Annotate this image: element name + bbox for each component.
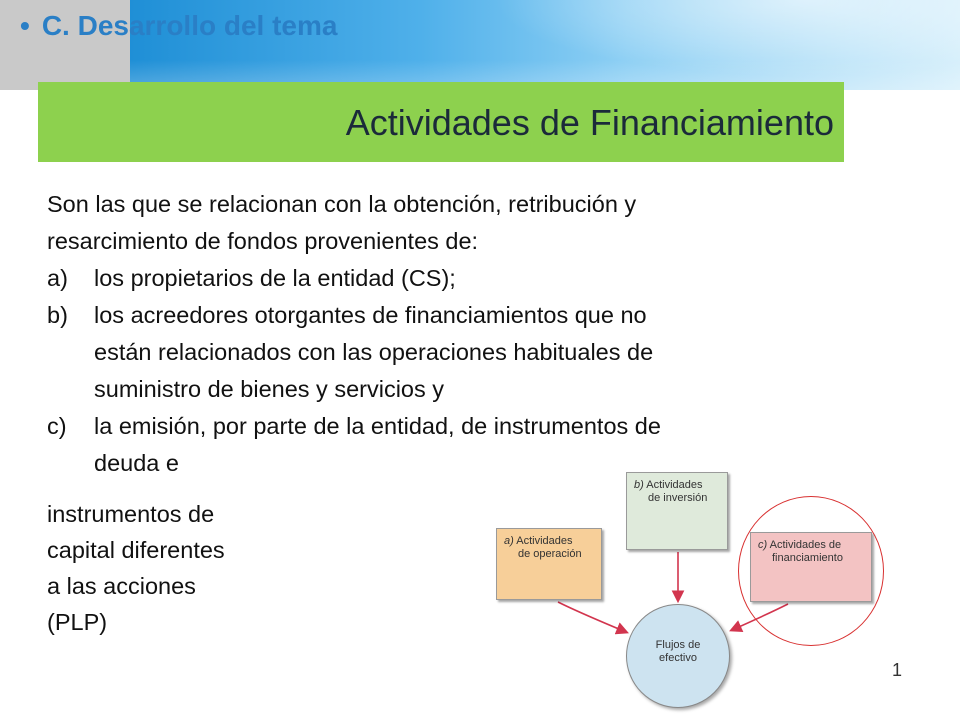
inversion-letter: b) xyxy=(634,479,644,491)
box-actividades-operacion xyxy=(496,528,602,600)
operacion-letter: a) xyxy=(504,535,514,547)
list-marker-a: a) xyxy=(47,265,68,291)
continuation-line-4: (PLP) xyxy=(47,609,108,635)
flujos-line-2: efectivo xyxy=(659,652,697,664)
list-marker-b: b) xyxy=(47,302,68,328)
list-item-b-line-1: los acreedores otorgantes de financiamientos que no xyxy=(94,302,647,328)
page-number: 1 xyxy=(891,660,902,680)
list-item-b-line-3: suministro de bienes y servicios y xyxy=(94,376,445,402)
list-item-c-line-2: deuda e xyxy=(94,450,179,476)
operacion-line-2: de operación xyxy=(518,548,582,560)
intro-line-1: Son las que se relacionan con la obtención, retribución y xyxy=(47,191,637,217)
arrow-operacion-to-flujos xyxy=(558,602,626,632)
inversion-line-2: de inversión xyxy=(648,492,708,504)
financiamiento-letter: c) xyxy=(758,539,768,551)
operacion-line-1: Actividades xyxy=(516,535,573,547)
slide-title: Actividades de Financiamiento xyxy=(345,102,834,143)
list-marker-c: c) xyxy=(47,413,67,439)
list-item-a-line-1: los propietarios de la entidad (CS); xyxy=(94,265,456,291)
financiamiento-line-2: financiamiento xyxy=(772,552,843,564)
continuation-line-1: instrumentos de xyxy=(47,501,215,527)
box-actividades-inversion xyxy=(626,472,728,550)
highlight-ellipse xyxy=(738,496,884,646)
inversion-line-1: Actividades xyxy=(646,479,703,491)
circle-flujos-efectivo xyxy=(626,604,730,708)
slide-body xyxy=(47,186,887,482)
continuation-line-3: a las acciones xyxy=(47,573,196,599)
continuation-text xyxy=(47,496,225,640)
intro-line-2: resarcimiento de fondos provenientes de: xyxy=(47,228,479,254)
section-title xyxy=(20,10,337,42)
cash-flow-diagram xyxy=(488,462,892,720)
list-item-c-line-1: la emisión, por parte de la entidad, de instrumentos de xyxy=(94,413,661,439)
financiamiento-line-1: Actividades de xyxy=(769,539,842,551)
section-title-text: C. Desarrollo del tema xyxy=(41,10,338,41)
list-item-b-line-2: están relacionados con las operaciones habituales de xyxy=(94,339,654,365)
list-item-b xyxy=(47,297,887,408)
slide-title-bar xyxy=(38,82,844,162)
continuation-line-2: capital diferentes xyxy=(47,537,225,563)
flujos-line-1: Flujos de xyxy=(655,639,701,651)
list-item-a xyxy=(47,260,887,297)
section-bullet: • xyxy=(20,10,30,41)
